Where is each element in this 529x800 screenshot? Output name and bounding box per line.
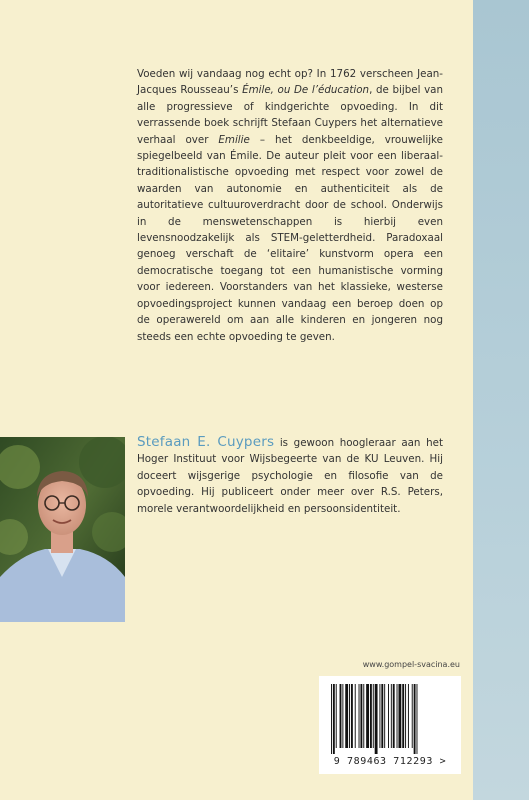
author-name: Stefaan E. Cuypers [137, 434, 275, 450]
barcode-bar [408, 684, 409, 748]
barcode-bar [360, 684, 362, 748]
barcode-bar [333, 684, 335, 754]
barcode-bar [366, 684, 369, 748]
book-spine [473, 0, 529, 800]
author-bio-text: is gewoon hoogleraar aan het Hoger Instituut voor Wijsbegeerte van de KU Leuven. Hij doceert wijsgerige psychologie en filosofie van de opvoeding. Hij publiceert onder meer over R.S. Peters, morele verantwoordelijkheid en persoonsidentiteit. [137, 437, 443, 515]
barcode-bar [331, 684, 332, 754]
barcode-quiet-mark: > [439, 756, 447, 767]
author-bio [137, 434, 443, 517]
barcode-bar [342, 684, 343, 748]
isbn-digits: 9 789463 712293 [333, 756, 434, 767]
author-photo [0, 437, 125, 622]
barcode-bar [359, 684, 360, 748]
barcode-bar [379, 684, 380, 748]
barcode-bar [388, 684, 389, 748]
isbn-barcode [319, 676, 461, 774]
barcode-bar [370, 684, 372, 748]
barcode-bar [384, 684, 385, 748]
barcode-bar [397, 684, 398, 748]
barcode-bar [412, 684, 413, 748]
barcode-bar [398, 684, 401, 748]
barcode-bar [373, 684, 374, 748]
barcode-bar [363, 684, 364, 748]
blurb-text-1: Voeden wij vandaag nog echt op? In 1762 verscheen Jean-Jacques Rousseau’s [137, 68, 443, 97]
isbn-number [319, 756, 461, 767]
blurb-title-emilie: Emilie [218, 133, 250, 146]
blurb-text-2: , de bijbel van alle progressieve of kindgerichte opvoeding. In dit verrassende boek schrijft Stefaan Cuypers het alternatieve verhaal over [137, 84, 443, 146]
back-cover-blurb [137, 66, 443, 345]
barcode-bar [351, 684, 353, 748]
barcode-bar [345, 684, 348, 748]
blurb-text-3: – het denkbeeldige, vrouwelijke spiegelbeeld van Émile. De auteur pleit voor een liberaal-traditionalistische opvoeding met respect voor zowel de waarden van autonomie en authenticiteit als de autoritatieve cultuuroverdracht door de school. Onderwijs in de menswetenschappen is hierbij even levensnoodzakelijk als STEM-geletterdheid. Paradoxaal genoeg verschaft de ‘elitaire’ kunstvorm opera een democratische toegang tot een humanistische vorming voor iedereen. Voorstanders van het klassieke, westerse opvoedingsproject kunnen vandaag een beroep doen op de operawereld om aan alle kinderen en jongeren nog steeds een echte opvoeding te geven. [137, 133, 443, 343]
barcode-bar [375, 684, 378, 754]
barcode-bar [402, 684, 404, 748]
barcode-bar [355, 684, 356, 748]
barcode-bar [391, 684, 392, 748]
barcode-bar [417, 684, 418, 754]
barcode-bar [393, 684, 395, 748]
barcode-bar [336, 684, 337, 748]
barcode-bar [381, 684, 383, 748]
barcode-bar [349, 684, 350, 748]
blurb-title-emile: Émile, ou De l’éducation [242, 84, 370, 97]
publisher-website[interactable]: www.gompel-svacina.eu [362, 660, 460, 669]
barcode-bar [405, 684, 406, 748]
barcode-bar [414, 684, 416, 754]
barcode-bar [340, 684, 342, 748]
